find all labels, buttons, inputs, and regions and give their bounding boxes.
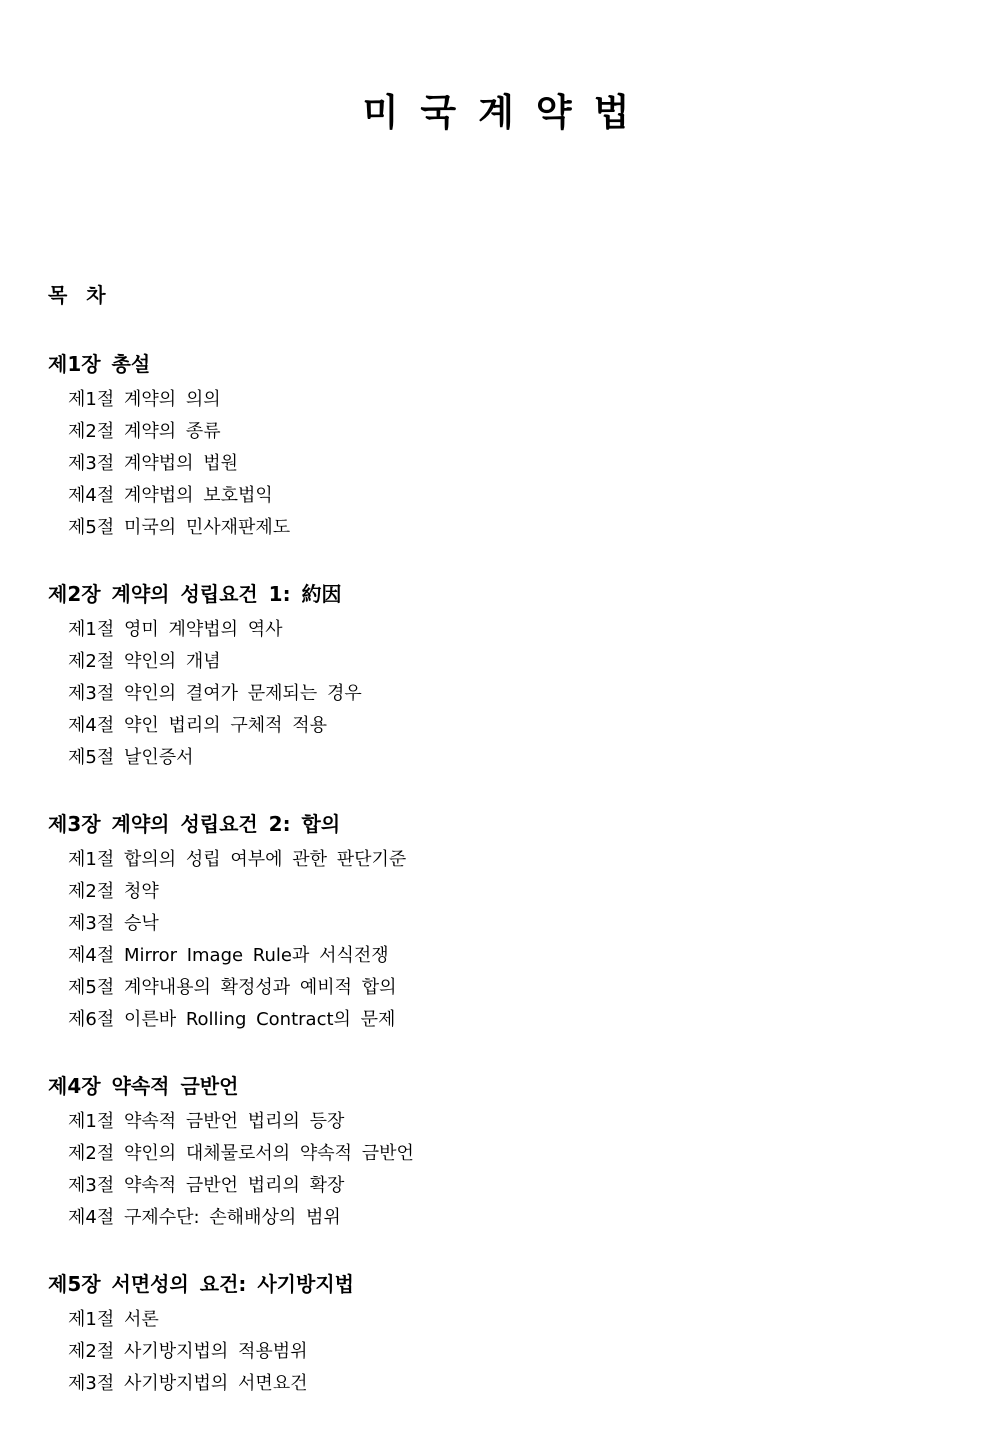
section-item: 제1절 계약의 의의: [68, 389, 221, 410]
section-item: 제4절 계약법의 보호법익: [68, 485, 273, 506]
chapter-title: 제5장 서면성의 요건: 사기방지법: [48, 1272, 354, 1296]
section-item: 제2절 계약의 종류: [68, 421, 221, 442]
chapter-title: 제2장 계약의 성립요건 1: 約因: [48, 582, 342, 606]
section-item: 제2절 약인의 개념: [68, 651, 221, 672]
section-list: [48, 844, 948, 1036]
section-item: 제5절 날인증서: [68, 747, 194, 768]
document-title: 미국계약법: [362, 91, 652, 134]
section-item: 제2절 사기방지법의 적용범위: [68, 1341, 308, 1362]
chapter-3: [48, 808, 948, 1036]
chapter-1: [48, 348, 948, 544]
section-item: 제5절 계약내용의 확정성과 예비적 합의: [68, 977, 397, 998]
section-item: 제6절 이른바 Rolling Contract의 문제: [68, 1009, 396, 1030]
section-item: 제3절 약인의 결여가 문제되는 경우: [68, 683, 362, 704]
chapter-title: 제3장 계약의 성립요건 2: 합의: [48, 812, 341, 836]
section-item: 제2절 청약: [68, 881, 159, 902]
chapter-5: [48, 1268, 948, 1400]
chapter-title: 제4장 약속적 금반언: [48, 1074, 239, 1098]
section-item: 제3절 사기방지법의 서면요건: [68, 1373, 308, 1394]
chapter-2: [48, 578, 948, 774]
section-list: [48, 384, 948, 544]
chapter-4: [48, 1070, 948, 1234]
table-of-contents: [48, 348, 948, 1434]
section-item: 제4절 구제수단: 손해배상의 범위: [68, 1207, 341, 1228]
section-item: 제4절 Mirror Image Rule과 서식전쟁: [68, 945, 389, 966]
section-item: 제3절 승낙: [68, 913, 159, 934]
section-list: [48, 614, 948, 774]
section-item: 제3절 약속적 금반언 법리의 확장: [68, 1175, 345, 1196]
section-item: 제4절 약인 법리의 구체적 적용: [68, 715, 327, 736]
section-item: 제1절 서론: [68, 1309, 159, 1330]
section-item: 제2절 약인의 대체물로서의 약속적 금반언: [68, 1143, 414, 1164]
section-item: 제1절 약속적 금반언 법리의 등장: [68, 1111, 345, 1132]
section-item: 제1절 합의의 성립 여부에 관한 판단기준: [68, 849, 407, 870]
section-item: 제1절 영미 계약법의 역사: [68, 619, 283, 640]
section-item: 제5절 미국의 민사재판제도: [68, 517, 291, 538]
section-item: 제3절 계약법의 법원: [68, 453, 238, 474]
section-list: [48, 1304, 948, 1400]
chapter-title: 제1장 총설: [48, 352, 151, 376]
toc-heading: 목 차: [48, 283, 112, 307]
section-list: [48, 1106, 948, 1234]
